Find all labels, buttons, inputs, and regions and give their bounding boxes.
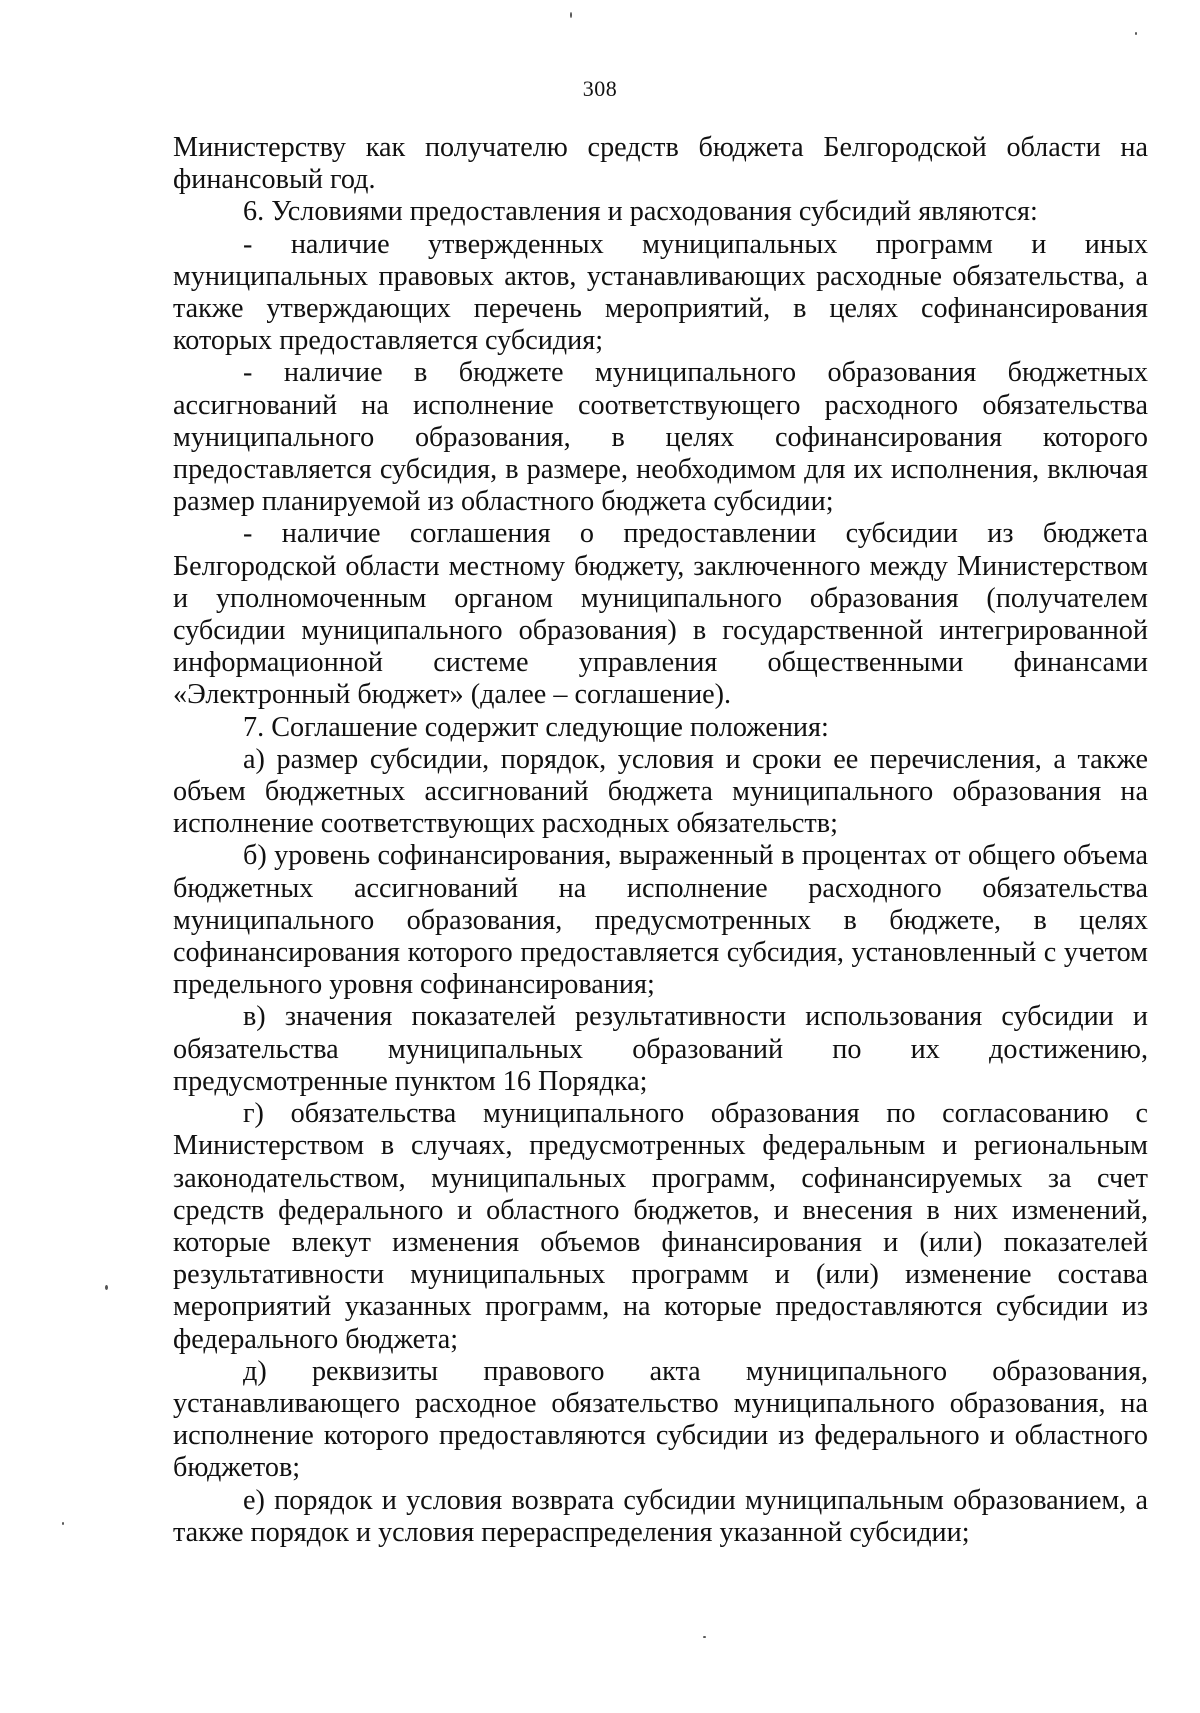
scan-speck [105, 1285, 108, 1290]
paragraph-clause-7: 7. Соглашение содержит следующие положения: [243, 711, 829, 743]
paragraph-condition-2: - наличие в бюджете муниципального образования бюджетных ассигнований на исполнение соответствующего расходного обязательства муниципального образования, в целях софинансирования которого предоставляется субсидия, в размере, необходимом для их исполнения, включая размер планируемой из областного бюджета субсидии; [173, 357, 1148, 518]
scan-speck [62, 1522, 64, 1525]
paragraph-item-g: г) обязательства муниципального образования по согласованию с Министерством в случаях, предусмотренных федеральным и региональным законодательством, муниципальных программ, софинансируемых за счет средств федерального и областного бюджетов, и внесения в них изменений, которые влекут изменения объемов финансирования и (или) показателей результативности муниципальных программ и (или) изменение состава мероприятий указанных программ, на которые предоставляются субсидии из федерального бюджета; [173, 1098, 1148, 1355]
paragraph-item-v: в) значения показателей результативности использования субсидии и обязательства муниципальных образований по их достижению, предусмотренные пунктом 16 Порядка; [173, 1001, 1148, 1097]
scan-speck [570, 12, 572, 18]
paragraph-condition-3: - наличие соглашения о предоставлении субсидии из бюджета Белгородской области местному бюджету, заключенного между Министерством и уполномоченным органом муниципального образования (получателем субсидии муниципального образования) в государственной интегрированной информационной системе управления общественными финансами «Электронный бюджет» (далее – соглашение). [173, 518, 1148, 711]
paragraph-condition-1: - наличие утвержденных муниципальных программ и иных муниципальных правовых актов, устанавливающих расходные обязательства, а также утверждающих перечень мероприятий, в целях софинансирования которых предоставляется субсидия; [173, 228, 1148, 357]
page-number: 308 [582, 76, 618, 101]
paragraph-clause-6: 6. Условиями предоставления и расходования субсидий являются: [243, 196, 1038, 228]
document-body [173, 132, 1148, 1549]
paragraph-item-e: е) порядок и условия возврата субсидии муниципальным образованием, а также порядок и условия перераспределения указанной субсидии; [173, 1484, 1148, 1548]
scan-speck [1135, 32, 1137, 35]
paragraph-item-a: а) размер субсидии, порядок, условия и сроки ее перечисления, а также объем бюджетных ассигнований бюджета муниципального образования на исполнение соответствующих расходных обязательств; [173, 743, 1148, 840]
scan-speck [703, 1636, 706, 1638]
paragraph-item-b: б) уровень софинансирования, выраженный в процентах от общего объема бюджетных ассигнований на исполнение расходного обязательства муниципального образования, предусмотренных в бюджете, в целях софинансирования которого предоставляется субсидия, установленный с учетом предельного уровня софинансирования; [173, 840, 1148, 1001]
paragraph-continuation: Министерству как получателю средств бюджета Белгородской области на финансовый год. [173, 132, 1148, 196]
paragraph-item-d: д) реквизиты правового акта муниципального образования, устанавливающего расходное обязательство муниципального образования, на исполнение которого предоставляются субсидии из федерального и областного бюджетов; [173, 1355, 1148, 1484]
